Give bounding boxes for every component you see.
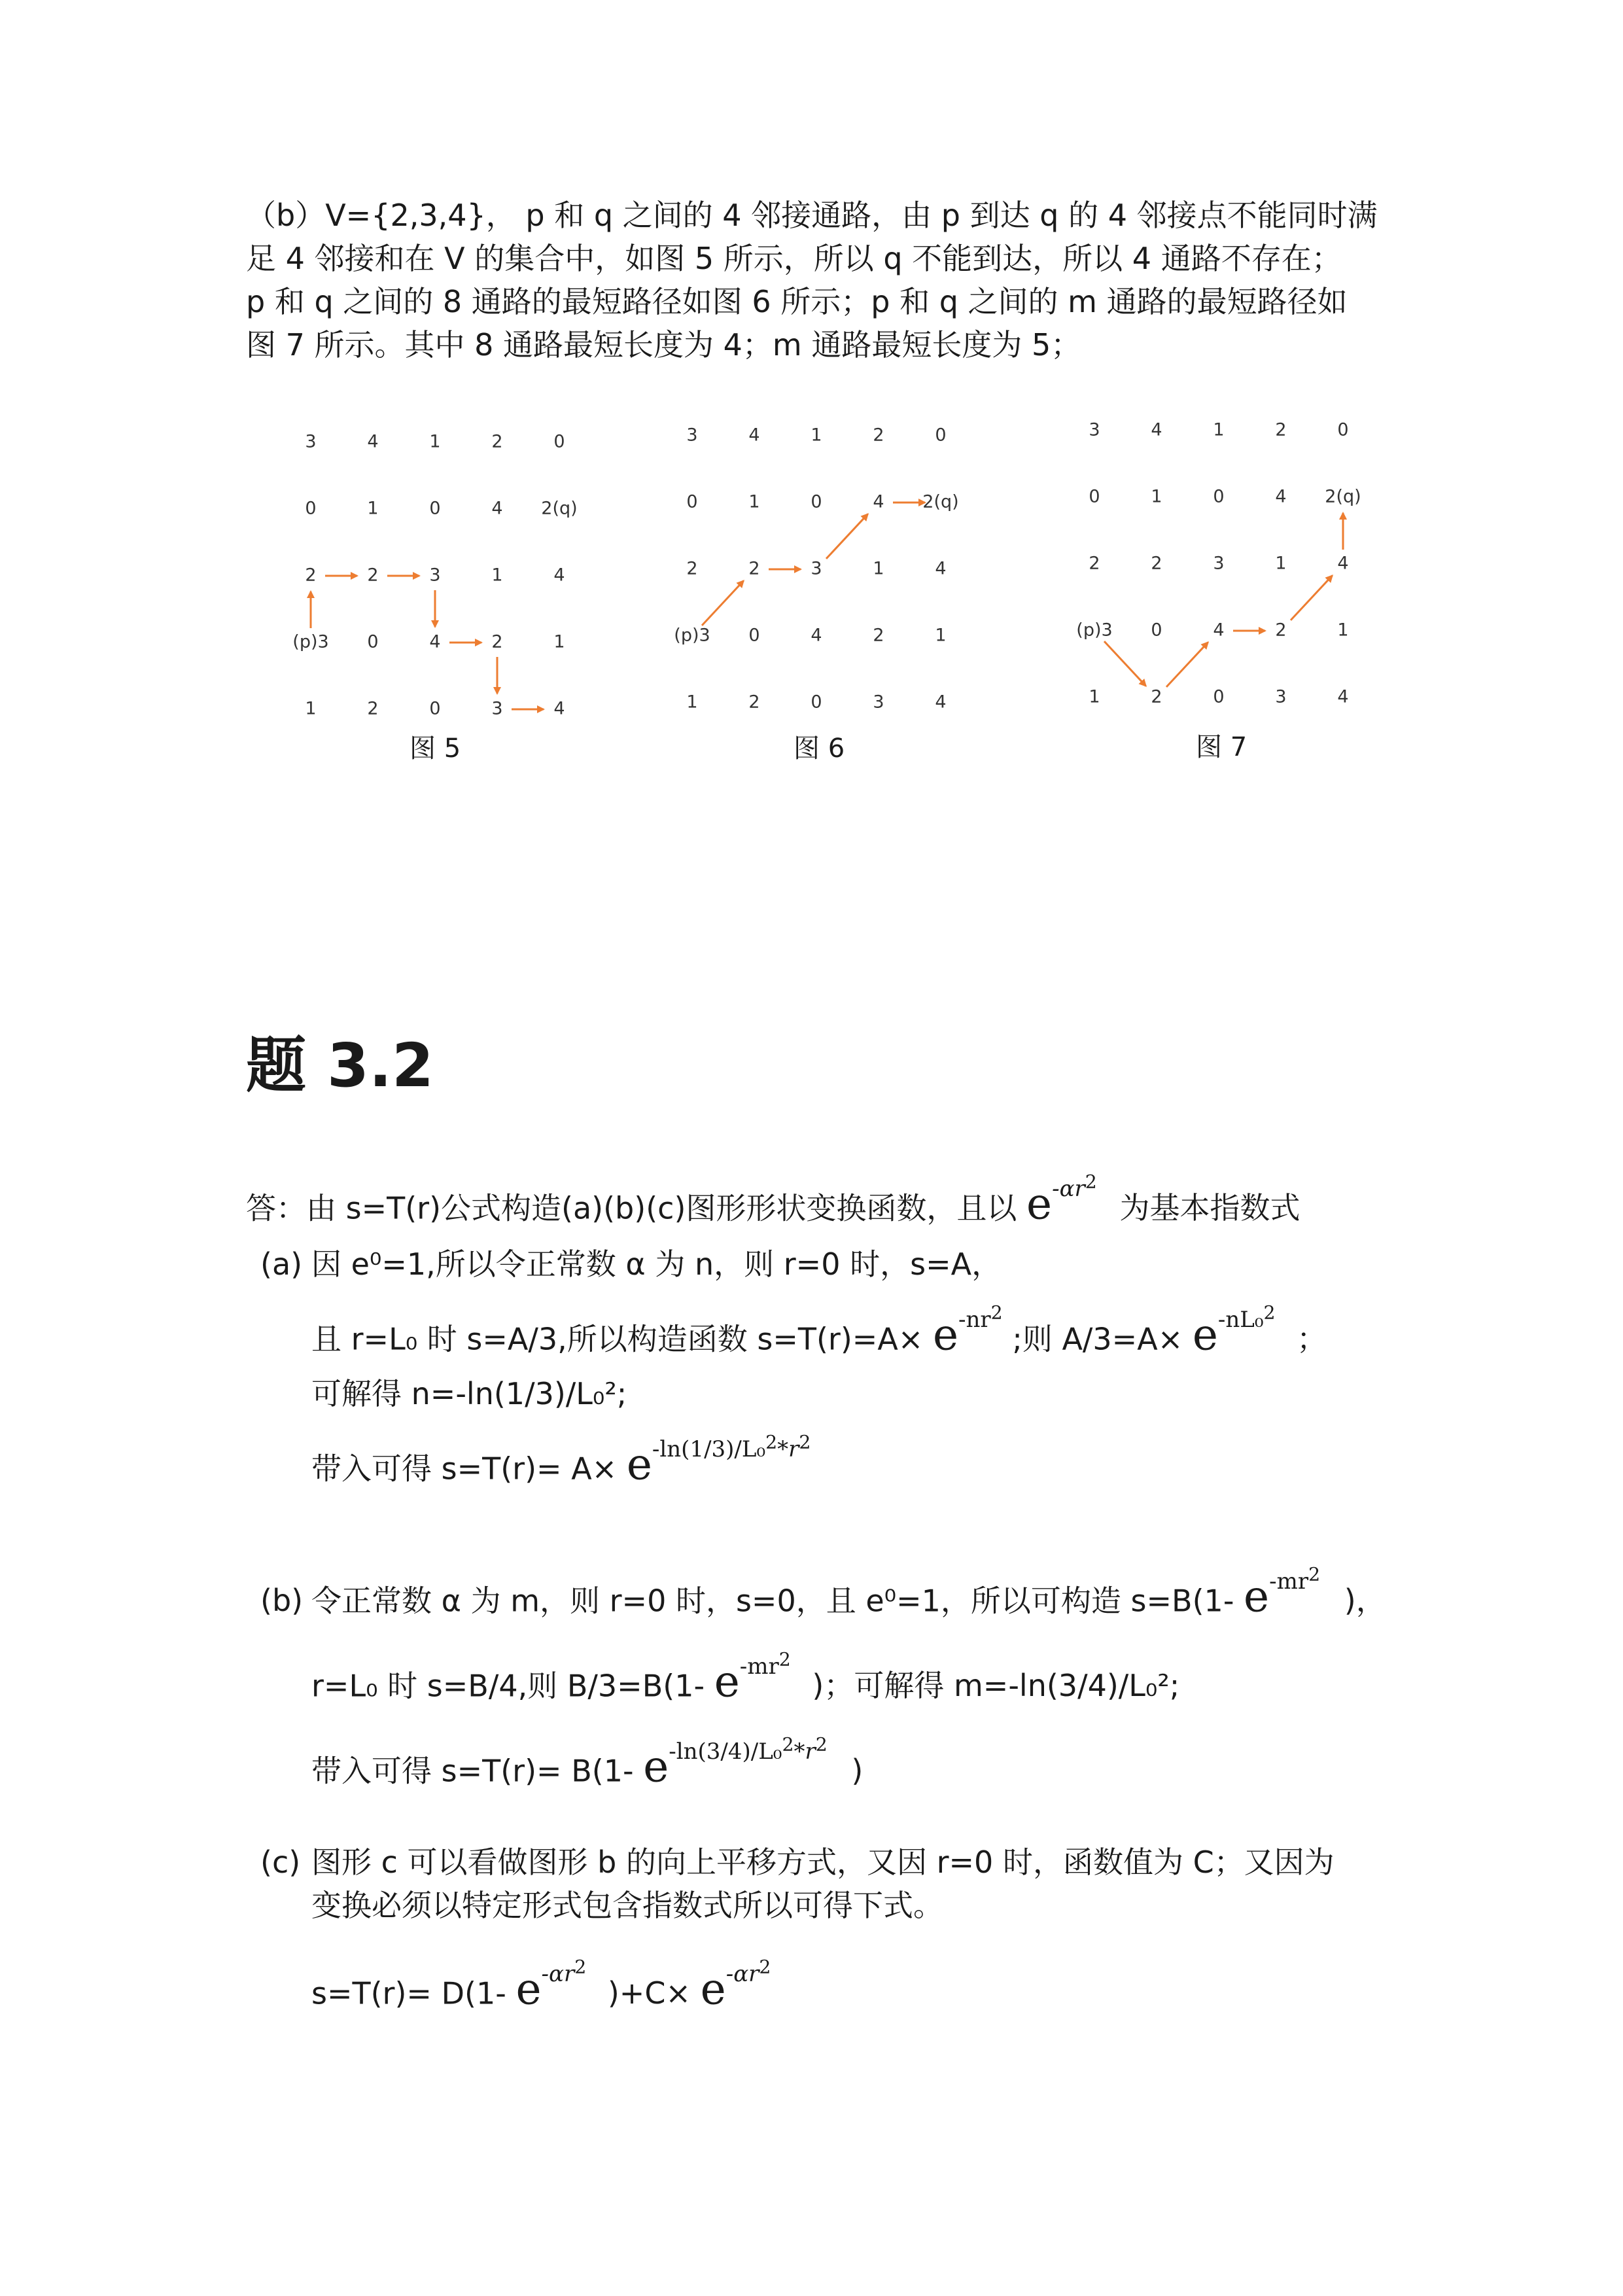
- grid-cell: 4: [1337, 553, 1349, 574]
- grid-cell: 0: [1337, 419, 1349, 440]
- grid-cell: 1: [1213, 419, 1225, 440]
- grid-cell: 2: [748, 558, 760, 579]
- grid-cell: 2: [491, 431, 503, 452]
- grid-cell: 0: [686, 491, 698, 512]
- item-b-label: (b): [260, 1583, 304, 1619]
- grid-cell: 2(q): [1325, 486, 1361, 507]
- grid-cell: 4: [935, 692, 947, 713]
- item-a-line-1: (a) 因 e⁰=1,所以令正常数 α 为 n，则 r=0 时，s=A，: [260, 1246, 1002, 1282]
- answer-intro-text: 答：由 s=T(r)公式构造(a)(b)(c)图形形状变换函数，且以: [246, 1190, 1017, 1226]
- grid-cell: 4: [553, 698, 565, 719]
- grid-cell: 3: [1213, 553, 1225, 574]
- answer-intro: [246, 1171, 1300, 1229]
- grid-cell: 2: [1151, 686, 1162, 707]
- grid-cell: 0: [935, 425, 947, 446]
- path-arrow: [826, 514, 868, 559]
- grid-cell: 1: [305, 698, 317, 719]
- grid-cell: 4: [367, 431, 379, 452]
- grid-cell: 2: [1151, 553, 1162, 574]
- answer-intro-tail: 为基本指数式: [1119, 1190, 1300, 1226]
- exp-base: e: [643, 1741, 669, 1792]
- exp-power: -αr2: [725, 1956, 771, 1988]
- grid-cell: 1: [1337, 620, 1349, 641]
- grid-cell: 0: [811, 491, 822, 512]
- exp-power: -ln(1/3)/L₀2*r2: [652, 1432, 811, 1463]
- exp-base: e: [700, 1964, 726, 2015]
- figure-5: [275, 419, 602, 720]
- grid-cell: 4: [1275, 486, 1287, 507]
- grid-cell: 4: [1337, 686, 1349, 707]
- figure-6-caption: 图 6: [794, 733, 845, 764]
- grid-cell: 4: [935, 558, 947, 579]
- item-b-line-3: 带入可得 s=T(r)= B(1- $e^{-ln(3/4)/L_0^2*r^2}$ ): [311, 1734, 864, 1792]
- grid-cell: 3: [811, 558, 822, 579]
- grid-cell: 1: [811, 425, 822, 446]
- grid-cell: 4: [873, 491, 884, 512]
- grid-cell: 4: [1151, 419, 1162, 440]
- grid-cell: 2: [367, 698, 379, 719]
- grid-cell: 2: [873, 425, 884, 446]
- item-c-label: (c): [260, 1845, 301, 1880]
- grid-cell: 3: [429, 565, 441, 586]
- exp-power: -αr2: [541, 1956, 587, 1988]
- grid-cell: 0: [1151, 620, 1162, 641]
- grid-cell: 1: [686, 692, 698, 713]
- grid-cell: 0: [429, 498, 441, 519]
- item-a-line-4: 带入可得 $s=T(r)= A\times e^{-ln(1/3)/L_0^2*r^2}$: [311, 1432, 811, 1490]
- exp-base: e: [626, 1439, 652, 1490]
- grid-cell: 3: [1275, 686, 1287, 707]
- exp-power: -mr2: [739, 1649, 791, 1680]
- exp-base: e: [1244, 1571, 1270, 1622]
- exp-base: e: [1026, 1178, 1053, 1229]
- path-arrow: [1166, 643, 1208, 687]
- exp-base: e: [515, 1964, 542, 2015]
- grid-cell: 2: [305, 565, 317, 586]
- item-c-line-2: 变换必须以特定形式包含指数式所以可得下式。: [311, 1888, 943, 1923]
- grid-cell: 1: [429, 431, 441, 452]
- grid-cell: 2: [491, 631, 503, 652]
- grid-cell: 1: [491, 565, 503, 586]
- grid-cell: 3: [491, 698, 503, 719]
- grid-cell: 0: [305, 498, 317, 519]
- grid-cell: 1: [935, 625, 947, 646]
- figure-6-grid: [656, 412, 996, 713]
- grid-cell: 1: [1275, 553, 1287, 574]
- intro-line-1: （b）V={2,3,4}， p 和 q 之间的 4 邻接通路，由 p 到达 q 的 4 邻接点不能同时满: [246, 198, 1378, 233]
- grid-cell: 4: [748, 425, 760, 446]
- grid-cell: 2(q): [922, 491, 959, 512]
- grid-cell: 4: [491, 498, 503, 519]
- grid-cell: 0: [553, 431, 565, 452]
- exp-base: e: [714, 1656, 740, 1707]
- exp-base: e: [932, 1309, 959, 1360]
- item-c-line-1: (c) 图形 c 可以看做图形 b 的向上平移方式，又因 r=0 时，函数值为 C；又因为: [260, 1845, 1335, 1880]
- grid-cell: 0: [1213, 486, 1225, 507]
- exp-power: -nL₀2: [1217, 1302, 1276, 1333]
- grid-cell: 4: [1213, 620, 1225, 641]
- grid-cell: 2: [1089, 553, 1100, 574]
- intro-line-4: 图 7 所示。其中 8 通路最短长度为 4；m 通路最短长度为 5；: [246, 327, 1081, 362]
- grid-cell: 4: [811, 625, 822, 646]
- path-arrow: [1104, 641, 1146, 686]
- grid-cell: 0: [1089, 486, 1100, 507]
- item-b-line-1: (b) 令正常数 α 为 m，则 r=0 时，s=0，且 e⁰=1，所以可构造 s=B(1- $e^{-mr^2}$ )，: [260, 1564, 1386, 1622]
- grid-cell: 2: [367, 565, 379, 586]
- grid-cell: 2: [686, 558, 698, 579]
- grid-cell: (p)3: [292, 631, 329, 652]
- item-b-line-2: r=L₀ 时 s=B/4,则 B/3=B(1- $e^{-mr^2}$ )；可解得 m=-ln(3/4)/L₀²;: [311, 1649, 1180, 1707]
- section-heading: 题 3.2: [246, 1031, 434, 1101]
- grid-cell: 2: [748, 692, 760, 713]
- exp-power: -nr2: [958, 1302, 1003, 1333]
- grid-cell: 0: [1213, 686, 1225, 707]
- grid-cell: 1: [367, 498, 379, 519]
- item-a-line-3: 可解得 n=-ln(1/3)/L₀²;: [311, 1376, 627, 1411]
- intro-line-2: 足 4 邻接和在 V 的集合中，如图 5 所示，所以 q 不能到达，所以 4 通路不存在；: [246, 241, 1342, 276]
- grid-cell: 0: [429, 698, 441, 719]
- grid-cell: 0: [367, 631, 379, 652]
- exp-power: -ln(3/4)/L₀2*r2: [669, 1734, 828, 1765]
- grid-cell: 0: [748, 625, 760, 646]
- intro-paragraph: [246, 194, 1384, 366]
- figure-6: [656, 412, 996, 713]
- grid-cell: 4: [553, 565, 565, 586]
- item-c-line-3: s=T(r)= D(1- $e^{-\alpha r^2}$ )$+C\times e^{-\alpha r^2}$: [311, 1956, 771, 2015]
- exp-power: -mr2: [1269, 1564, 1321, 1595]
- grid-cell: 0: [811, 692, 822, 713]
- grid-cell: 2: [1275, 419, 1287, 440]
- grid-cell: 2: [1275, 620, 1287, 641]
- grid-cell: 1: [1089, 686, 1100, 707]
- grid-cell: (p)3: [1076, 620, 1113, 641]
- figure-5-grid: [275, 419, 602, 720]
- grid-cell: 3: [873, 692, 884, 713]
- grid-cell: 3: [1089, 419, 1100, 440]
- grid-cell: 2(q): [541, 498, 578, 519]
- grid-cell: 3: [305, 431, 317, 452]
- intro-line-3: p 和 q 之间的 8 通路的最短路径如图 6 所示；p 和 q 之间的 m 通路的最短路径如: [246, 284, 1348, 319]
- figure-7: [1058, 407, 1399, 708]
- grid-cell: 3: [686, 425, 698, 446]
- grid-cell: 1: [553, 631, 565, 652]
- exp-power: -αr2: [1052, 1171, 1097, 1203]
- item-a-label: (a): [260, 1246, 303, 1282]
- item-a-line-2: 且 r=L₀ 时 s=A/3,所以构造函数 $s=T(r)=A\times e^{-nr^2}$ ;则 $A/3=A\times e^{-nL_0^2}$ ；: [311, 1302, 1327, 1360]
- grid-cell: 1: [873, 558, 884, 579]
- figure-5-caption: 图 5: [410, 733, 461, 764]
- grid-cell: 2: [873, 625, 884, 646]
- figure-7-grid: [1058, 407, 1399, 708]
- grid-cell: 1: [748, 491, 760, 512]
- figure-7-caption: 图 7: [1196, 732, 1248, 762]
- grid-cell: 4: [429, 631, 441, 652]
- path-arrow: [1291, 576, 1333, 620]
- grid-cell: (p)3: [674, 625, 710, 646]
- grid-cell: 1: [1151, 486, 1162, 507]
- exp-base: e: [1192, 1309, 1218, 1360]
- path-arrow: [702, 581, 744, 626]
